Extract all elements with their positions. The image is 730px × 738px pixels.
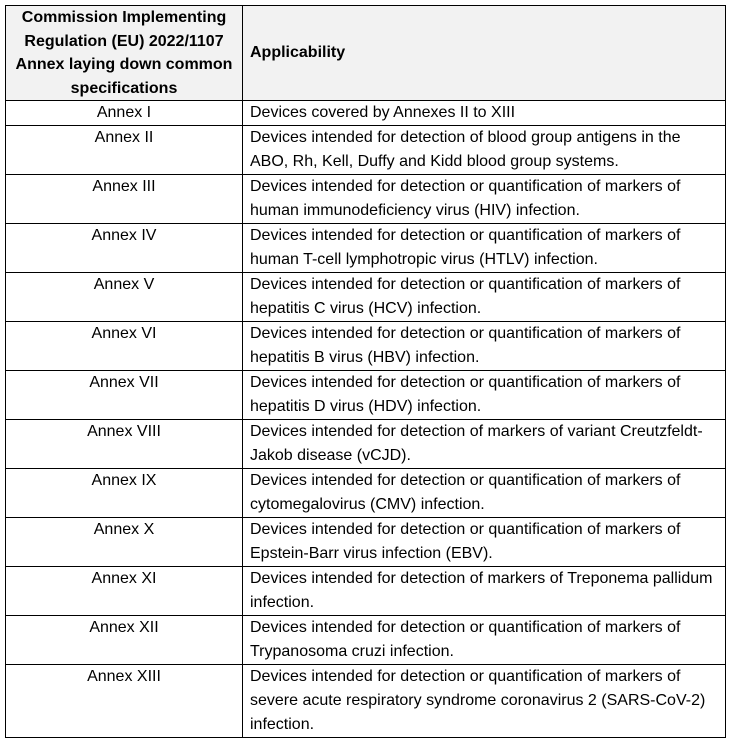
- applicability-cell: Devices intended for detection or quantification of markers of severe acute respiratory syndrome coronavirus 2 (SARS-CoV-2) infection.: [243, 665, 726, 738]
- applicability-cell: Devices intended for detection of blood group antigens in the ABO, Rh, Kell, Duffy and Kidd blood group systems.: [243, 126, 726, 175]
- table-row: [6, 175, 726, 224]
- table-row: [6, 469, 726, 518]
- applicability-cell: Devices intended for detection or quantification of markers of human T-cell lymphotropic virus (HTLV) infection.: [243, 224, 726, 273]
- applicability-cell: Devices intended for detection or quantification of markers of cytomegalovirus (CMV) infection.: [243, 469, 726, 518]
- table-row: [6, 665, 726, 738]
- applicability-cell: Devices covered by Annexes II to XIII: [243, 101, 726, 126]
- annex-cell: Annex VII: [6, 371, 243, 420]
- annex-cell: Annex IX: [6, 469, 243, 518]
- annex-cell: Annex II: [6, 126, 243, 175]
- applicability-cell: Devices intended for detection of markers of Treponema pallidum infection.: [243, 567, 726, 616]
- applicability-cell: Devices intended for detection or quantification of markers of hepatitis C virus (HCV) infection.: [243, 273, 726, 322]
- annex-cell: Annex III: [6, 175, 243, 224]
- table-row: [6, 273, 726, 322]
- applicability-cell: Devices intended for detection or quantification of markers of human immunodeficiency virus (HIV) infection.: [243, 175, 726, 224]
- applicability-cell: Devices intended for detection or quantification of markers of Trypanosoma cruzi infection.: [243, 616, 726, 665]
- annex-cell: Annex XII: [6, 616, 243, 665]
- annex-cell: Annex XI: [6, 567, 243, 616]
- table-row: [6, 322, 726, 371]
- annex-applicability-table: [5, 5, 726, 738]
- header-regulation-annex: Commission Implementing Regulation (EU) 2022/1107 Annex laying down common specifications: [6, 6, 243, 101]
- table-row: [6, 518, 726, 567]
- applicability-cell: Devices intended for detection or quantification of markers of hepatitis D virus (HDV) infection.: [243, 371, 726, 420]
- annex-cell: Annex VI: [6, 322, 243, 371]
- annex-cell: Annex V: [6, 273, 243, 322]
- table-row: [6, 420, 726, 469]
- table-row: [6, 101, 726, 126]
- annex-cell: Annex X: [6, 518, 243, 567]
- table-row: [6, 126, 726, 175]
- applicability-cell: Devices intended for detection or quantification of markers of Epstein-Barr virus infection (EBV).: [243, 518, 726, 567]
- header-applicability: Applicability: [243, 6, 726, 101]
- table-row: [6, 616, 726, 665]
- applicability-cell: Devices intended for detection or quantification of markers of hepatitis B virus (HBV) infection.: [243, 322, 726, 371]
- annex-cell: Annex XIII: [6, 665, 243, 738]
- applicability-cell: Devices intended for detection of markers of variant Creutzfeldt-Jakob disease (vCJD).: [243, 420, 726, 469]
- annex-cell: Annex I: [6, 101, 243, 126]
- table-row: [6, 371, 726, 420]
- table-row: [6, 224, 726, 273]
- table-header-row: [6, 6, 726, 101]
- table-row: [6, 567, 726, 616]
- annex-cell: Annex VIII: [6, 420, 243, 469]
- annex-cell: Annex IV: [6, 224, 243, 273]
